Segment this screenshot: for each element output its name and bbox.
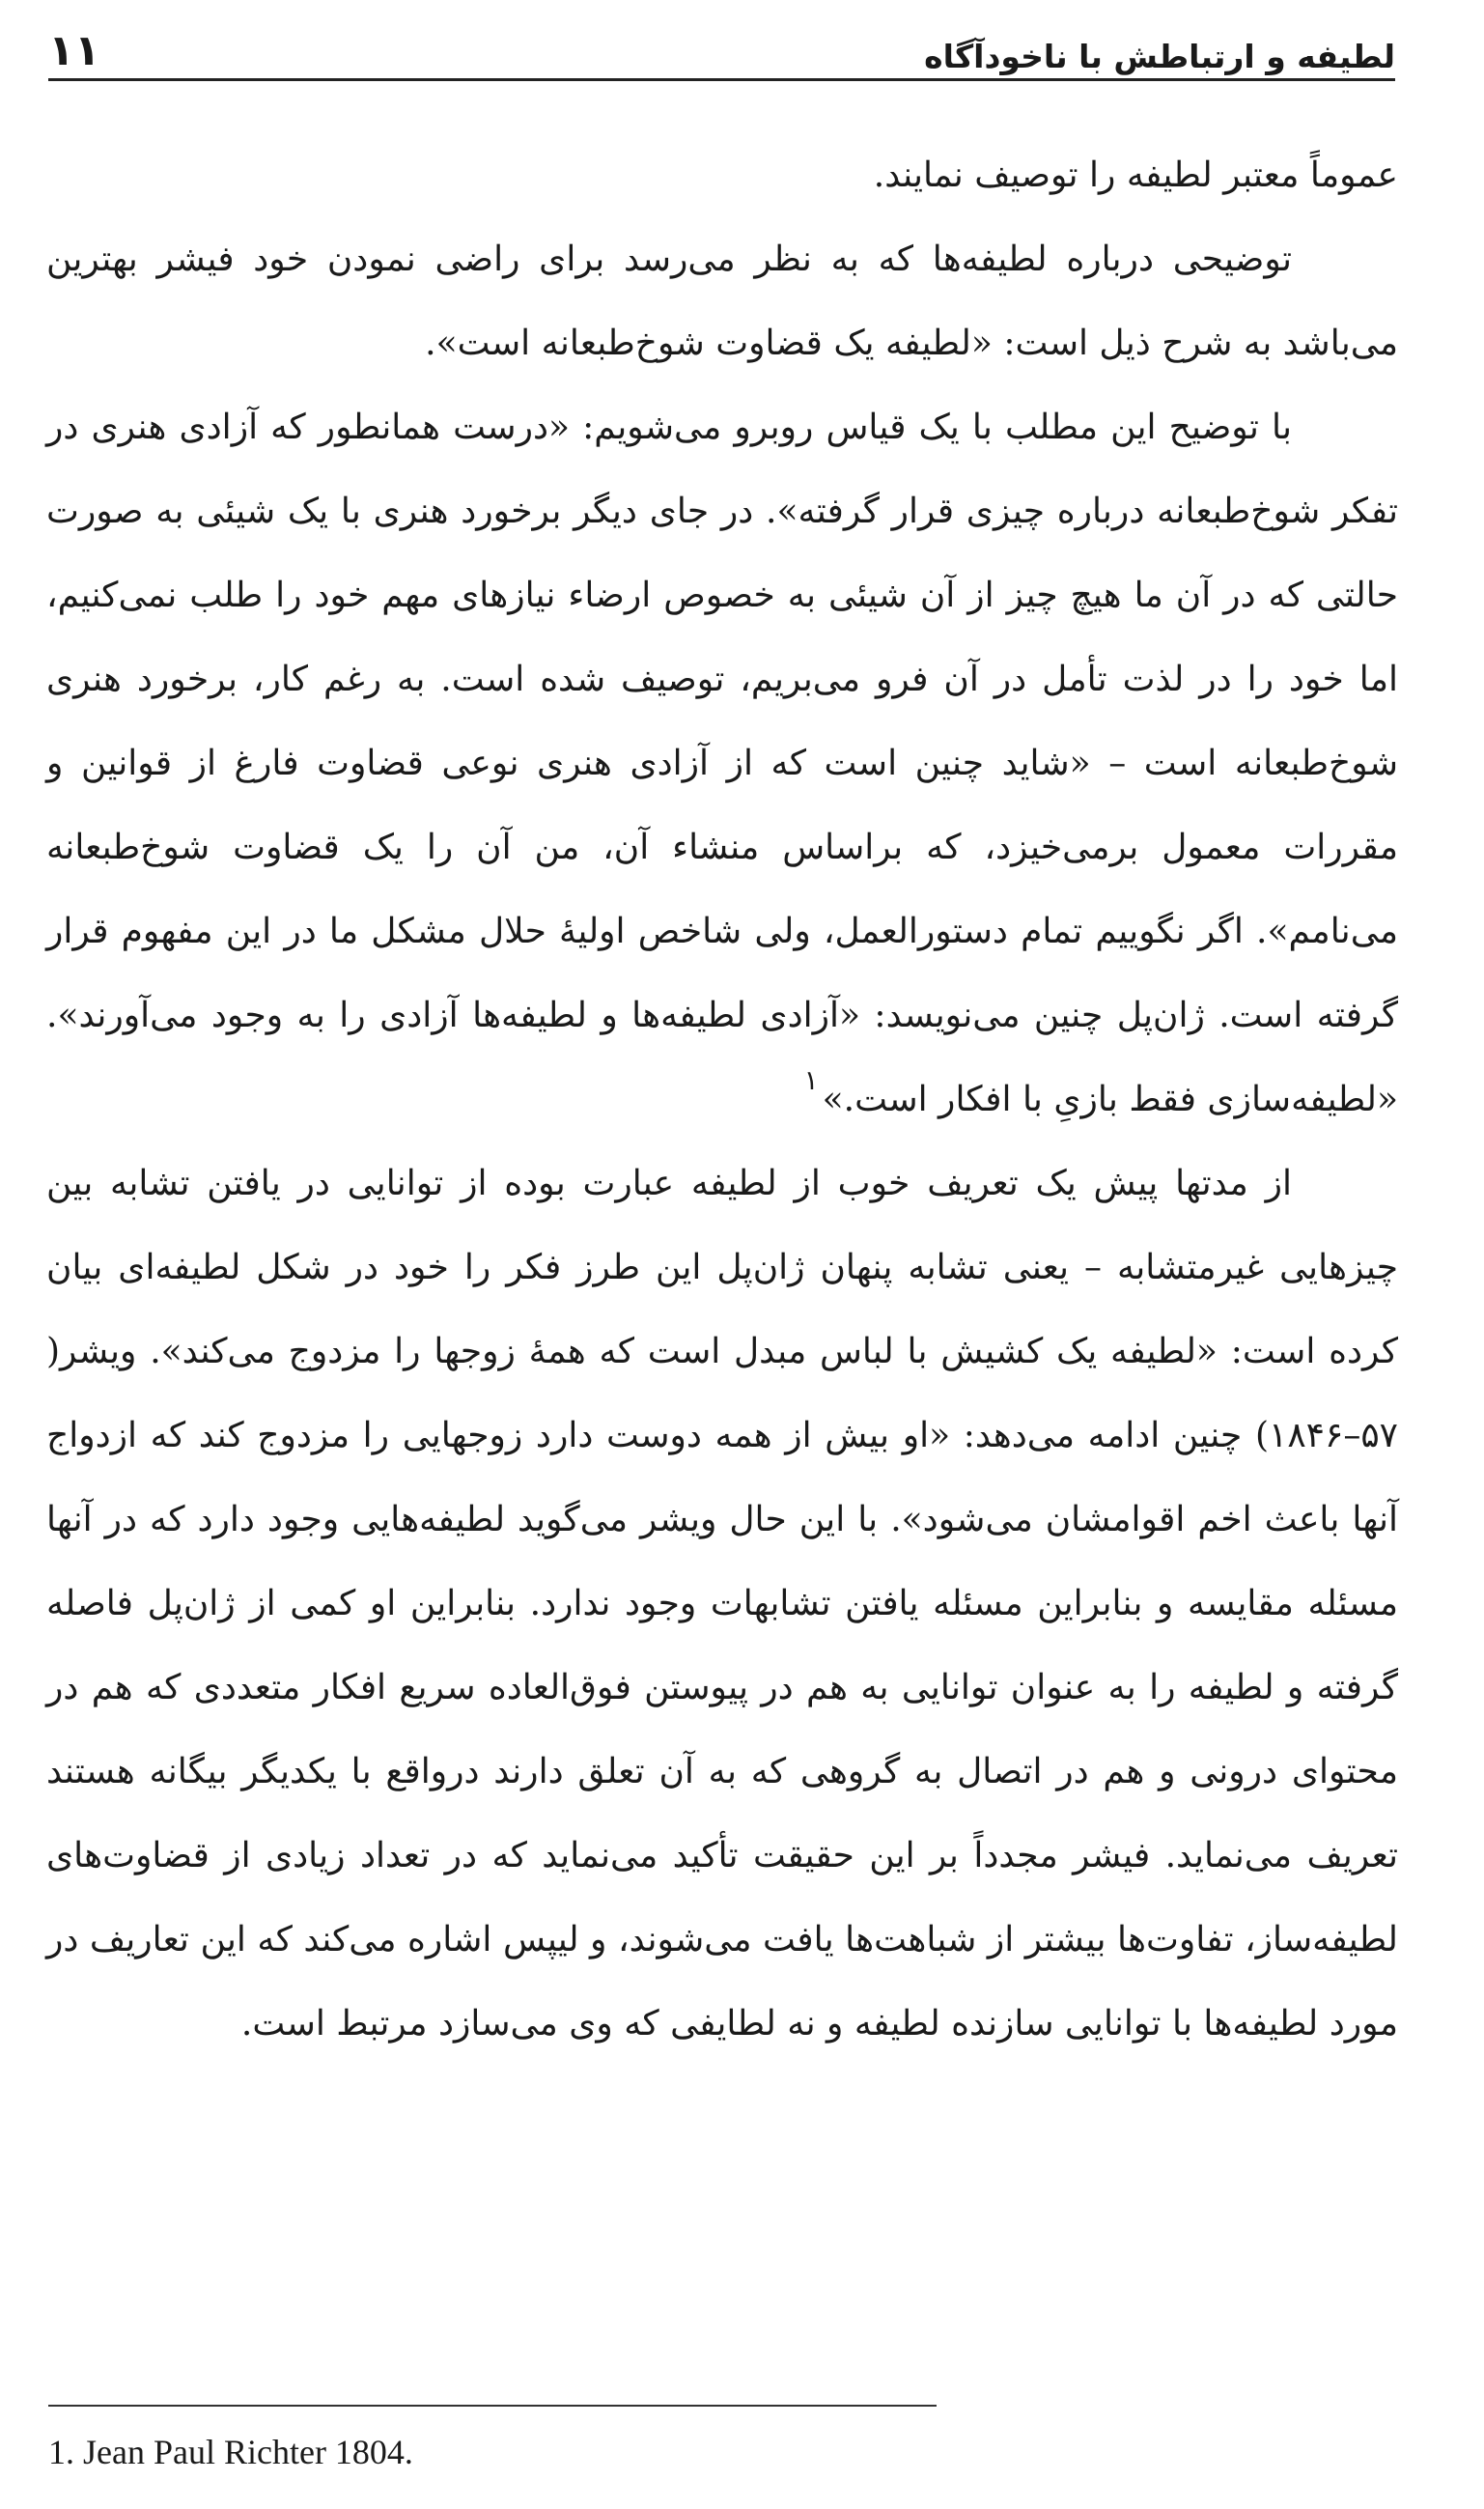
footnote: 1. Jean Paul Richter 1804. <box>48 2433 413 2471</box>
page-number: ١١ <box>48 26 100 75</box>
paragraph-3-text: با توضیح این مطلب با یک قیاس روبرو می‌شویم: «درست همانطور که آزادی هنری در تفکر شوخ‌طبعانه درباره چیزی قرار گرفته». در جای دیگر برخورد هنری با یک شیئی به صورت حالتی که در آن ما هیچ چیز از آن شیئی به خصوص ارضاء نیازهای مهم خود را طلب نمی‌کنیم، اما خود را در لذت تأمل در آن فرو می‌بریم، توصیف شده است. به رغم کار، برخورد هنری شوخ‌طبعانه است – «شاید چنین است که از آزادی هنری نوعی قضاوت فارغ از قوانین و مقررات معمول برمی‌خیزد، که براساس منشاء آن، من آن را یک قضاوت شوخ‌طبعانه می‌نامم». اگر نگوییم تمام دستورالعمل، ولی شاخص اولیهٔ حلال مشکل ما در این مفهوم قرار گرفته است. ژان‌پل چنین می‌نویسد: «آزادی لطیفه‌ها و لطیفه‌ها آزادی را به وجود می‌آورند». «لطیفه‌سازی فقط بازیِ با افکار است.» <box>46 408 1398 1119</box>
paragraph-2: توضیحی درباره لطیفه‌ها که به نظر می‌رسد برای راضی نمودن خود فیشر بهترین می‌باشد به شرح ذیل است: «لطیفه یک قضاوت شوخ‌طبعانه است». <box>46 240 1398 363</box>
footnote-marker: ١ <box>803 1064 819 1096</box>
paragraph-3 <box>46 385 1398 1142</box>
paragraph-4: از مدتها پیش یک تعریف خوب از لطیفه عبارت بوده از توانایی در یافتن تشابه بین چیزهایی غیرمتشابه – یعنی تشابه پنهان ژان‌پل این طرز فکر را خود در شکل لطیفه‌ای بیان کرده است: «لطیفه یک کشیش با لباس مبدل است که همهٔ زوجها را مزدوج می‌کند». ویشر( ۵۷–۱۸۴۶) چنین ادامه می‌دهد: «او بیش از همه دوست دارد زوجهایی را مزدوج کند که ازدواج آنها باعث اخم اقوامشان می‌شود». با این حال ویشر می‌گوید لطیفه‌هایی وجود دارد که در آنها مسئله مقایسه و بنابراین مسئله یافتن تشابهات وجود ندارد. بنابراین او کمی از ژان‌پل فاصله گرفته و لطیفه را به عنوان توانایی به هم در پیوستن فوق‌العاده سریع افکار متعددی که هم در محتوای درونی و هم در اتصال به گروهی که به آن تعلق دارند درواقع با یکدیگر بیگانه هستند تعریف می‌نماید. فیشر مجدداً بر این حقیقت تأکید می‌نماید که در تعداد زیادی از قضاوت‌های لطیفه‌ساز، تفاوت‌ها بیشتر از شباهت‌ها یافت می‌شوند، و لیپس اشاره می‌کند که این تعاریف در مورد لطیفه‌ها با توانایی سازنده لطیفه و نه لطایفی که وی می‌سازد مرتبط است. <box>46 1164 1398 2044</box>
footnote-divider <box>48 2405 937 2407</box>
page-header <box>48 17 1395 81</box>
paragraph-1: عموماً معتبر لطیفه را توصیف نمایند. <box>873 155 1398 195</box>
body-text <box>46 133 1398 2066</box>
running-title: لطیفه و ارتباطش با ناخودآگاه <box>924 38 1395 75</box>
